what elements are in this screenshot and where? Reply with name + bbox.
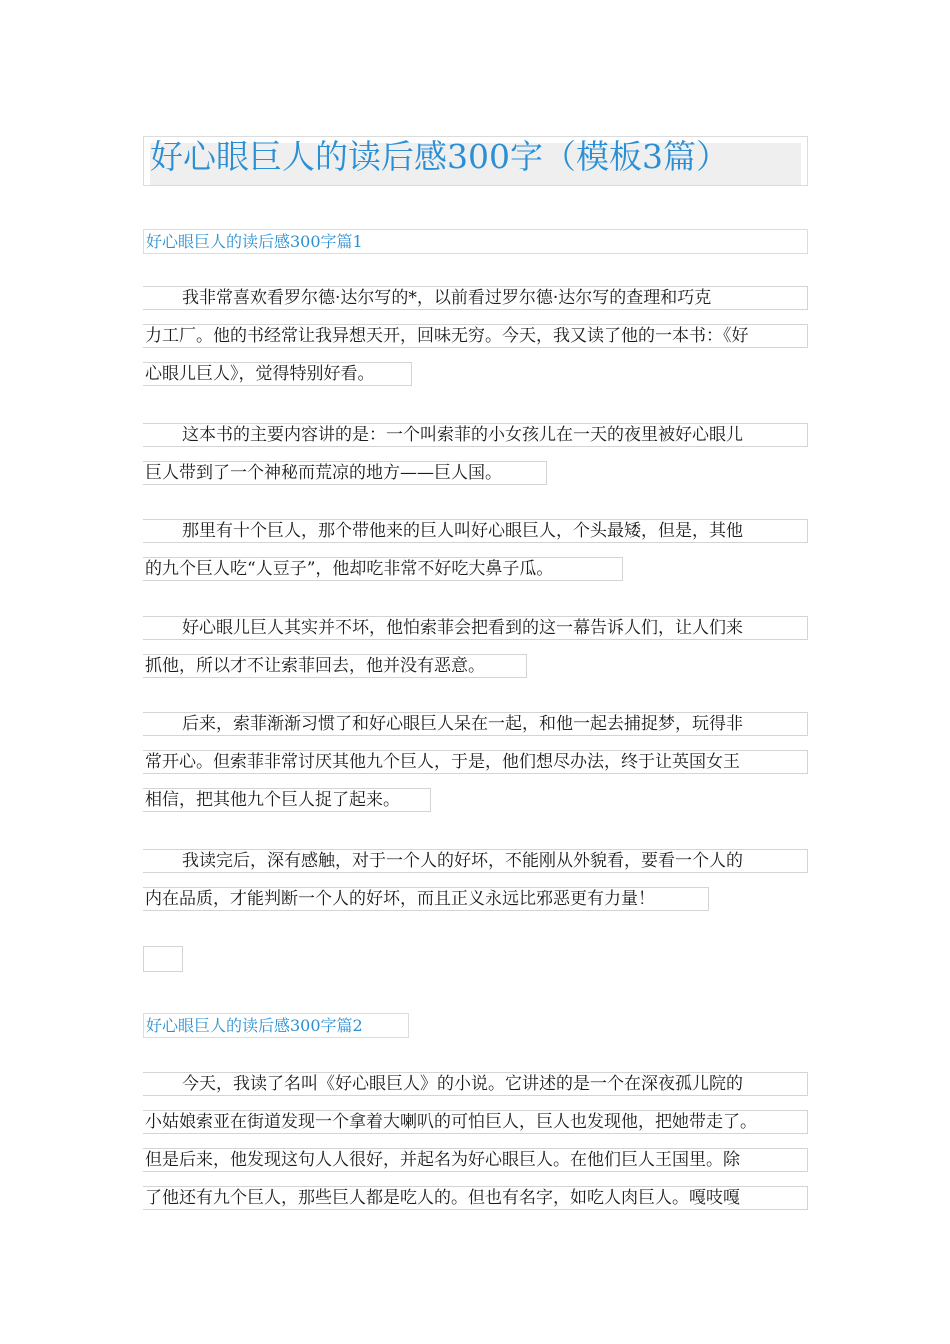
paragraph-line: 的九个巨人吃“人豆子”，他却吃非常不好吃大鼻子瓜。 [143, 557, 808, 595]
section-heading-2: 好心眼巨人的读后感300字篇2 [143, 1013, 409, 1038]
paragraph-line: 小姑娘索亚在街道发现一个拿着大喇叭的可怕巨人，巨人也发现他，把她带走了。 [143, 1110, 808, 1148]
paragraph-line: 今天，我读了名叫《好心眼巨人》的小说。它讲述的是一个在深夜孤儿院的 [143, 1072, 808, 1110]
paragraph [143, 286, 808, 400]
paragraph-line: 我读完后，深有感触，对于一个人的好坏，不能刚从外貌看，要看一个人的 [143, 849, 808, 887]
paragraph-line: 好心眼儿巨人其实并不坏，他怕索菲会把看到的这一幕告诉人们，让人们来 [143, 616, 808, 654]
paragraph [143, 849, 808, 925]
paragraph-line: 那里有十个巨人，那个带他来的巨人叫好心眼巨人，个头最矮，但是，其他 [143, 519, 808, 557]
paragraph [143, 616, 808, 692]
paragraph [143, 712, 808, 826]
paragraph-line: 相信，把其他九个巨人捉了起来。 [143, 788, 808, 826]
section-heading-1: 好心眼巨人的读后感300字篇1 [143, 229, 808, 254]
paragraph-line: 我非常喜欢看罗尔德·达尔写的*，以前看过罗尔德·达尔写的查理和巧克 [143, 286, 808, 324]
paragraph-line: 后来，索菲渐渐习惯了和好心眼巨人呆在一起，和他一起去捕捉梦，玩得非 [143, 712, 808, 750]
paragraph-line: 巨人带到了一个神秘而荒凉的地方——巨人国。 [143, 461, 808, 499]
paragraph-line: 心眼儿巨人》，觉得特别好看。 [143, 362, 808, 400]
paragraph [143, 1072, 808, 1224]
paragraph-line: 常开心。但索菲非常讨厌其他九个巨人，于是，他们想尽办法，终于让英国女王 [143, 750, 808, 788]
paragraph-line: 力工厂。他的书经常让我异想天开，回味无穷。今天，我又读了他的一本书：《好 [143, 324, 808, 362]
page-title: 好心眼巨人的读后感300字（模板3篇） [150, 137, 729, 176]
paragraph-line: 这本书的主要内容讲的是：一个叫索菲的小女孩儿在一天的夜里被好心眼儿 [143, 423, 808, 461]
paragraph [143, 519, 808, 595]
paragraph-line: 但是后来，他发现这句人人很好，并起名为好心眼巨人。在他们巨人王国里。除 [143, 1148, 808, 1186]
paragraph-line: 内在品质，才能判断一个人的好坏，而且正义永远比邪恶更有力量！ [143, 887, 808, 925]
empty-line-box [143, 946, 183, 972]
paragraph-line: 抓他，所以才不让索菲回去，他并没有恶意。 [143, 654, 808, 692]
paragraph [143, 423, 808, 499]
paragraph-line: 了他还有九个巨人，那些巨人都是吃人的。但也有名字，如吃人肉巨人。嘎吱嘎 [143, 1186, 808, 1224]
document-title-box [143, 136, 808, 186]
